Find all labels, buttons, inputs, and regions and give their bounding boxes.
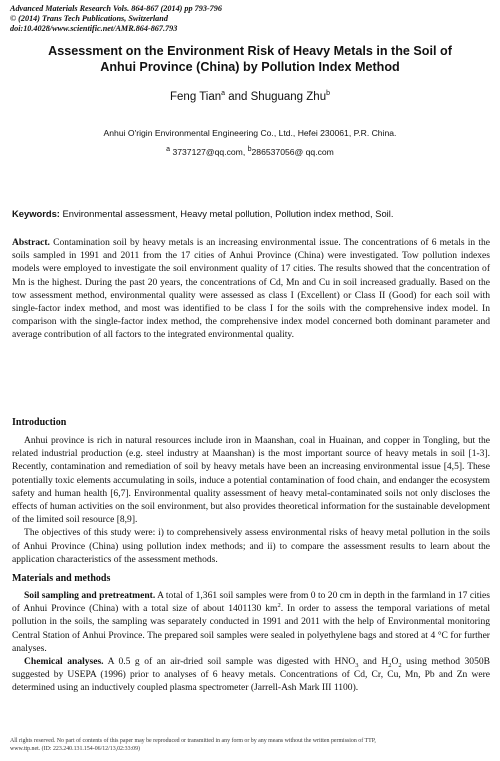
methods-body [12, 589, 490, 695]
introduction-body [12, 434, 490, 566]
affiliation: Anhui O'rigin Environmental Engineering Co., Ltd., Hefei 230061, P.R. China. [103, 128, 397, 138]
analyses-text-c: O [391, 656, 399, 668]
introduction-paragraph-2: The objectives of this study were: i) to comprehensively assess environmental risks of heavy metal pollution in the soils of Anhui Province (China) using pollution index methods; and ii) to compare the assessment results to learn about the application characteristics of the assessment methods. [12, 527, 490, 565]
title-line-2: Anhui Province (China) by Pollution Index Method [100, 60, 400, 74]
analyses-text-d: using method 3050B suggested by USEPA (1996) prior to analyses of 6 heavy metals. Concentrations of Cd, Cr, Cu, Mn, Pb and Zn were determined using an inductively coupled plasma spectrometer (Jarrell-Ash Mark III 1100). [12, 656, 490, 694]
rights-footer [10, 738, 490, 753]
introduction-paragraph-1: Anhui province is rich in natural resources include iron in Maanshan, coal in Huainan, and copper in Tongling, but the related industrial production (e.g. steel industry at Maanshan) is the most important source of heavy metals in soil [1-3]. Recently, contamination and remediation of soil by heavy metals have been an increasing environmental issue [4,5]. These potentially toxic elements accumulating in soils, induce a potential contamination of food chain, and endanger the ecosystem safety and human health [6,7]. Environmental quality assessment of heavy metal-contaminated soils not only discloses the effects of human activities on the soil environment, but also provides theoretical information for the sustainable development of the limited soil resource [8,9]. [12, 435, 490, 526]
keywords [12, 208, 490, 220]
rights-line-1: All rights reserved. No part of contents of this paper may be reproduced or transmitted in any form or by any means without the written permission of TTP, [10, 738, 376, 744]
km-squared-sup: 2 [277, 602, 281, 610]
title-line-1: Assessment on the Environment Risk of Heavy Metals in the Soil of [48, 44, 452, 58]
author-2: Shuguang Zhu [250, 91, 327, 103]
email-a-mark: a [166, 146, 171, 154]
author-2-mark: b [326, 90, 330, 98]
doi-line: doi:10.4028/www.scientific.net/AMR.864-867.793 [10, 24, 178, 33]
copyright-line: © (2014) Trans Tech Publications, Switzerland [10, 14, 168, 23]
keywords-label: Keywords: [12, 208, 60, 219]
rights-line-2: www.ttp.net. (ID: 223.240.131.154-06/12/13,02:33:09) [10, 745, 141, 752]
author-1-mark: a [221, 90, 226, 98]
journal-citation: Advanced Materials Research Vols. 864-867 (2014) pp 793-796 [10, 4, 222, 13]
abstract [12, 236, 490, 342]
author-1: Feng Tian [170, 91, 222, 103]
sampling-label: Soil sampling and pretreatment. [24, 590, 156, 601]
methods-paragraph-2 [12, 655, 490, 695]
author-conjunction: and [225, 91, 251, 103]
email-a: 3737127@qq.com, [170, 147, 248, 157]
introduction-heading: Introduction [12, 417, 67, 428]
o2-sub: 2 [398, 661, 402, 669]
keywords-text: Environmental assessment, Heavy metal pollution, Pollution index method, Soil. [59, 208, 394, 219]
email-b: 286537056@ qq.com [251, 147, 334, 157]
email-b-mark: b [247, 146, 252, 154]
h2-sub: 2 [388, 661, 392, 669]
analyses-text-b: and H [358, 656, 389, 668]
paper-title [12, 43, 488, 75]
sampling-text-a: A total of 1,361 soil samples were from 0 to 20 cm in depth in the farmland in 17 cities of Anhui Province (China) with a total size of about 1401130 km [12, 590, 490, 615]
email-line [0, 147, 500, 158]
analyses-text-a: A 0.5 g of an air-dried soil sample was digested with HNO [103, 656, 356, 668]
methods-paragraph-1 [12, 589, 490, 655]
abstract-label: Abstract. [12, 237, 50, 248]
sampling-text-b: . In order to assess the temporal variations of metal pollution in the soils, the sampling was separately conducted in 1991 and 2011 with the help of Environmental monitoring Central Station of Anhui Province. The prepared soil samples were sealed in polyethylene bags and stored at 4 °C for further analyses. [12, 603, 491, 654]
methods-heading: Materials and methods [12, 573, 111, 584]
abstract-text: Contamination soil by heavy metals is an increasing environmental issue. The concentrations of 6 metals in the soils sampled in 1991 and 2011 from the 17 cities of Anhui Province (China) were investigated. Tow pollution indexes models were employed to investigate the soil environment quality of 17 cities. The results showed that the concentration of Mn is the highest. During the past 20 years, the concentrations of Cd, Mn and Cu in soil increased gradually. Based on the tow assessment method, environmental quality were assessed as class I (Excellent) or Class II (Good) for each soil with single-factor index method, and most was identified to be class I for the soils with the comprehensive index model. In comparison with the single-factor index method, the comprehensive index model concerned both dominant parameter and average contribution of all factors to the integrated environmental quality. [12, 237, 490, 341]
analyses-label: Chemical analyses. [24, 656, 104, 668]
journal-header [10, 4, 222, 34]
hno3-sub: 3 [355, 661, 359, 669]
author-list [0, 90, 500, 104]
